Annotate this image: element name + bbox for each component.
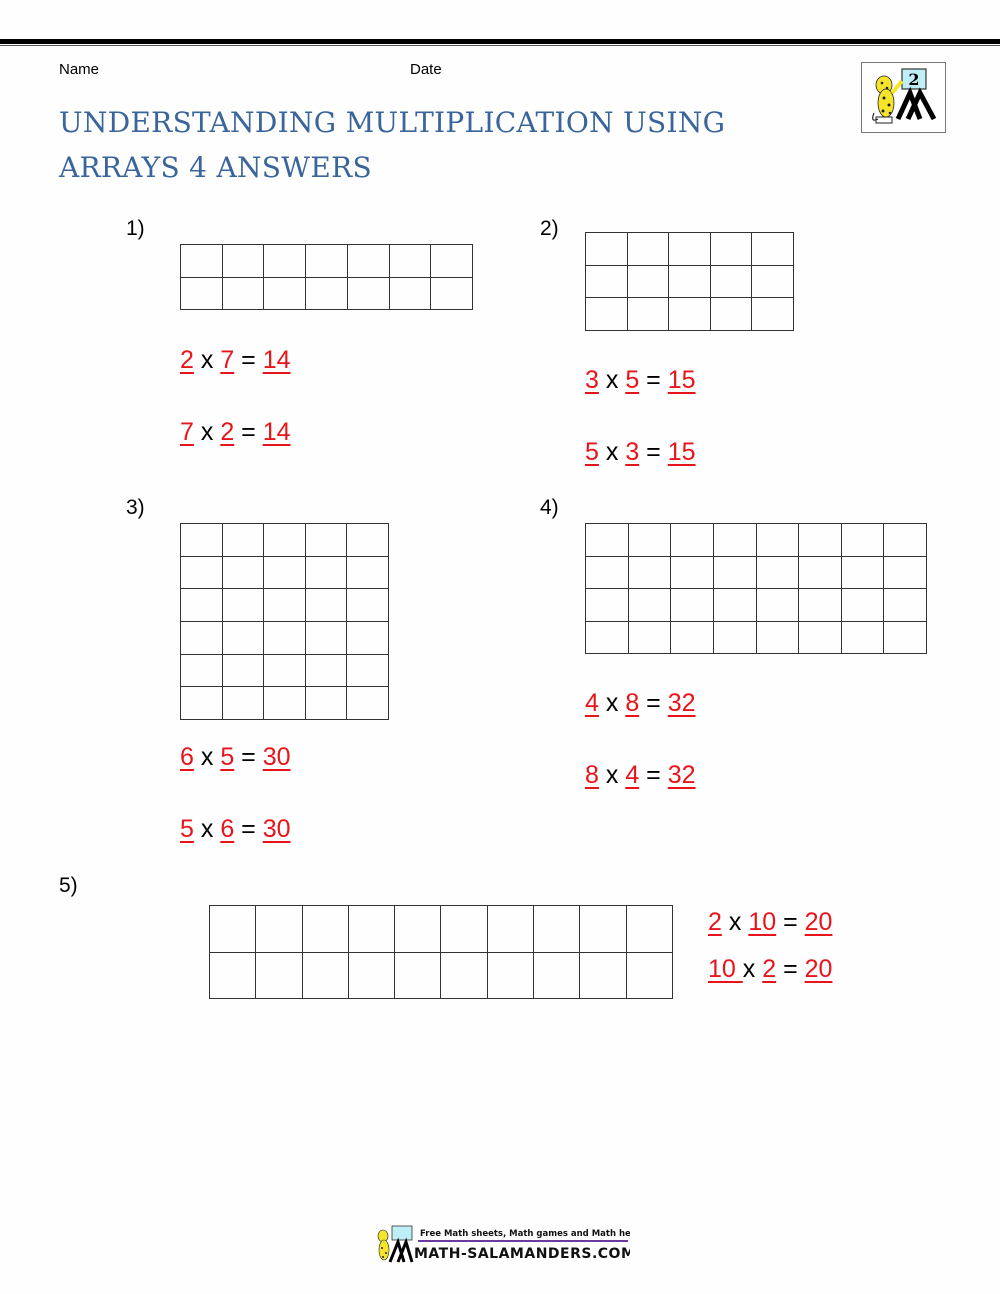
grid-cell — [302, 952, 348, 999]
product-answer: 32 — [667, 689, 696, 717]
factor-answer: 7 — [220, 346, 235, 374]
grid-cell — [586, 233, 628, 266]
grid-cell — [264, 621, 306, 654]
grid-cell — [347, 277, 389, 310]
grid-cell — [441, 952, 487, 999]
grid-cell — [305, 556, 347, 589]
equation: 4 x 8 = 32 — [585, 689, 696, 717]
grid-cell — [586, 298, 628, 331]
factor-answer: 5 — [180, 815, 194, 843]
problem-number: 3) — [126, 496, 145, 519]
grid-cell — [487, 952, 533, 999]
grid-cell — [884, 621, 927, 654]
grid-cell — [347, 621, 389, 654]
grid-cell — [671, 556, 714, 589]
factor-answer: 2 — [762, 955, 777, 983]
grid-cell — [222, 621, 264, 654]
grid-cell — [264, 654, 306, 687]
problem-number: 1) — [126, 217, 145, 240]
factor-answer: 2 — [180, 346, 194, 374]
grid-cell — [756, 524, 799, 557]
grid-cell — [181, 589, 223, 622]
grid-cell — [884, 524, 927, 557]
grid-cell — [347, 524, 389, 557]
grid-cell — [222, 556, 264, 589]
factor-answer: 5 — [585, 438, 599, 466]
array-grid — [585, 523, 927, 654]
grid-cell — [669, 265, 711, 298]
grid-row — [181, 277, 473, 310]
grid-row — [586, 524, 927, 557]
grid-cell — [264, 687, 306, 720]
array-grid — [585, 232, 794, 331]
page-title: UNDERSTANDING MULTIPLICATION USING ARRAYS 4 ANSWERS — [59, 106, 726, 184]
svg-text:2: 2 — [908, 70, 920, 89]
grid-cell — [756, 556, 799, 589]
footer-logo[interactable] — [370, 1222, 630, 1270]
grid-cell — [181, 556, 223, 589]
grid-cell — [841, 621, 884, 654]
grid-cell — [347, 245, 389, 278]
grid-cell — [222, 589, 264, 622]
equation: 3 x 5 = 15 — [585, 366, 696, 394]
grid-cell — [305, 589, 347, 622]
grid-cell — [628, 524, 671, 557]
factor-answer: 8 — [625, 689, 640, 717]
grid-cell — [395, 952, 441, 999]
grid-row — [181, 654, 389, 687]
grid-row — [586, 298, 794, 331]
grid-cell — [305, 654, 347, 687]
grid-row — [586, 589, 927, 622]
grid-cell — [305, 621, 347, 654]
factor-answer: 10 — [708, 955, 743, 983]
problem-number: 2) — [540, 217, 559, 240]
grid-cell — [841, 524, 884, 557]
equation: 8 x 4 = 32 — [585, 761, 696, 789]
grid-cell — [347, 589, 389, 622]
grid-row — [210, 906, 673, 953]
problem-number: 4) — [540, 496, 559, 519]
factor-answer: 6 — [180, 743, 194, 771]
grid-cell — [264, 277, 306, 310]
grid-cell — [799, 621, 842, 654]
problem-number: 5) — [59, 874, 78, 897]
grid-cell — [534, 906, 580, 953]
grid-cell — [222, 245, 264, 278]
grid-cell — [210, 906, 256, 953]
svg-text:Free Math sheets, Math games a: Free Math sheets, Math games and Math help — [420, 1229, 630, 1239]
factor-answer: 6 — [220, 815, 235, 843]
array-grid — [180, 244, 473, 310]
grid-cell — [431, 277, 473, 310]
product-answer: 15 — [667, 366, 696, 394]
grid-cell — [799, 524, 842, 557]
grid-cell — [628, 556, 671, 589]
grid-cell — [669, 298, 711, 331]
grid-row — [181, 589, 389, 622]
product-answer: 15 — [667, 438, 696, 466]
grid-cell — [347, 556, 389, 589]
grid-cell — [181, 245, 223, 278]
grid-cell — [884, 589, 927, 622]
factor-answer: 2 — [220, 418, 235, 446]
grid-cell — [756, 589, 799, 622]
equation: 2 x 7 = 14 — [180, 346, 291, 374]
grid-cell — [586, 524, 629, 557]
grid-cell — [671, 524, 714, 557]
grid-cell — [752, 265, 794, 298]
grid-row — [210, 952, 673, 999]
grid-cell — [586, 621, 629, 654]
grid-cell — [752, 298, 794, 331]
grid-cell — [222, 687, 264, 720]
grid-row — [181, 687, 389, 720]
grid-cell — [441, 906, 487, 953]
product-answer: 20 — [804, 908, 833, 936]
grid-cell — [256, 906, 302, 953]
factor-answer: 8 — [585, 761, 599, 789]
grid-cell — [264, 589, 306, 622]
grid-cell — [534, 952, 580, 999]
grid-cell — [671, 589, 714, 622]
grid-cell — [222, 277, 264, 310]
grid-cell — [302, 906, 348, 953]
equation: 10 x 2 = 20 — [708, 955, 833, 983]
grid-cell — [628, 589, 671, 622]
grid-cell — [586, 265, 628, 298]
grid-cell — [389, 245, 431, 278]
grid-cell — [431, 245, 473, 278]
equation: 6 x 5 = 30 — [180, 743, 291, 771]
grid-cell — [222, 524, 264, 557]
grid-cell — [395, 906, 441, 953]
grid-cell — [627, 298, 669, 331]
grid-cell — [713, 589, 756, 622]
grid-cell — [841, 589, 884, 622]
factor-answer: 4 — [625, 761, 640, 789]
grid-cell — [181, 524, 223, 557]
factor-answer: 3 — [585, 366, 599, 394]
grid-cell — [671, 621, 714, 654]
grid-cell — [181, 654, 223, 687]
array-grid — [209, 905, 673, 999]
factor-answer: 2 — [708, 908, 722, 936]
grid-cell — [713, 556, 756, 589]
grid-cell — [841, 556, 884, 589]
grid-cell — [884, 556, 927, 589]
grid-cell — [628, 621, 671, 654]
factor-answer: 5 — [220, 743, 235, 771]
product-answer: 30 — [262, 743, 291, 771]
equation: 5 x 6 = 30 — [180, 815, 291, 843]
date-label: Date — [410, 61, 442, 78]
grid-row — [181, 556, 389, 589]
grid-cell — [626, 906, 672, 953]
grid-cell — [580, 906, 626, 953]
grid-cell — [389, 277, 431, 310]
name-label: Name — [59, 61, 100, 78]
grid-cell — [586, 556, 629, 589]
grid-cell — [306, 277, 348, 310]
product-answer: 30 — [262, 815, 291, 843]
grid-cell — [710, 265, 752, 298]
factor-answer: 10 — [748, 908, 777, 936]
grid-cell — [669, 233, 711, 266]
grid-cell — [347, 687, 389, 720]
grid-cell — [264, 556, 306, 589]
grid-cell — [487, 906, 533, 953]
grid-cell — [799, 556, 842, 589]
factor-answer: 7 — [180, 418, 194, 446]
product-answer: 14 — [262, 346, 291, 374]
grid-cell — [586, 589, 629, 622]
salamander-logo-icon — [861, 62, 946, 133]
grid-cell — [626, 952, 672, 999]
grid-cell — [580, 952, 626, 999]
grid-cell — [627, 233, 669, 266]
grid-cell — [264, 524, 306, 557]
grid-cell — [181, 277, 223, 310]
top-rule — [0, 39, 1000, 44]
grid-cell — [710, 233, 752, 266]
factor-answer: 4 — [585, 689, 599, 717]
top-rule-thin — [0, 45, 1000, 46]
grid-cell — [710, 298, 752, 331]
grid-cell — [305, 687, 347, 720]
grid-cell — [264, 245, 306, 278]
grid-cell — [627, 265, 669, 298]
grid-cell — [348, 952, 394, 999]
array-grid — [180, 523, 389, 720]
grid-cell — [756, 621, 799, 654]
factor-answer: 3 — [625, 438, 640, 466]
equation: 5 x 3 = 15 — [585, 438, 696, 466]
product-answer: 32 — [667, 761, 696, 789]
grid-cell — [181, 621, 223, 654]
grid-row — [181, 524, 389, 557]
equation: 7 x 2 = 14 — [180, 418, 291, 446]
grid-row — [181, 621, 389, 654]
product-answer: 14 — [262, 418, 291, 446]
equation: 2 x 10 = 20 — [708, 908, 833, 936]
grid-row — [586, 233, 794, 266]
svg-text:MATH-SALAMANDERS.COM: MATH-SALAMANDERS.COM — [414, 1246, 630, 1262]
grid-row — [586, 556, 927, 589]
grid-cell — [348, 906, 394, 953]
factor-answer: 5 — [625, 366, 640, 394]
grid-cell — [752, 233, 794, 266]
grid-row — [181, 245, 473, 278]
grid-cell — [713, 524, 756, 557]
grid-cell — [347, 654, 389, 687]
product-answer: 20 — [804, 955, 833, 983]
grid-row — [586, 265, 794, 298]
grid-cell — [713, 621, 756, 654]
grid-cell — [306, 245, 348, 278]
grid-row — [586, 621, 927, 654]
grid-cell — [256, 952, 302, 999]
grid-cell — [210, 952, 256, 999]
grid-cell — [181, 687, 223, 720]
grid-cell — [305, 524, 347, 557]
grid-cell — [799, 589, 842, 622]
grid-cell — [222, 654, 264, 687]
